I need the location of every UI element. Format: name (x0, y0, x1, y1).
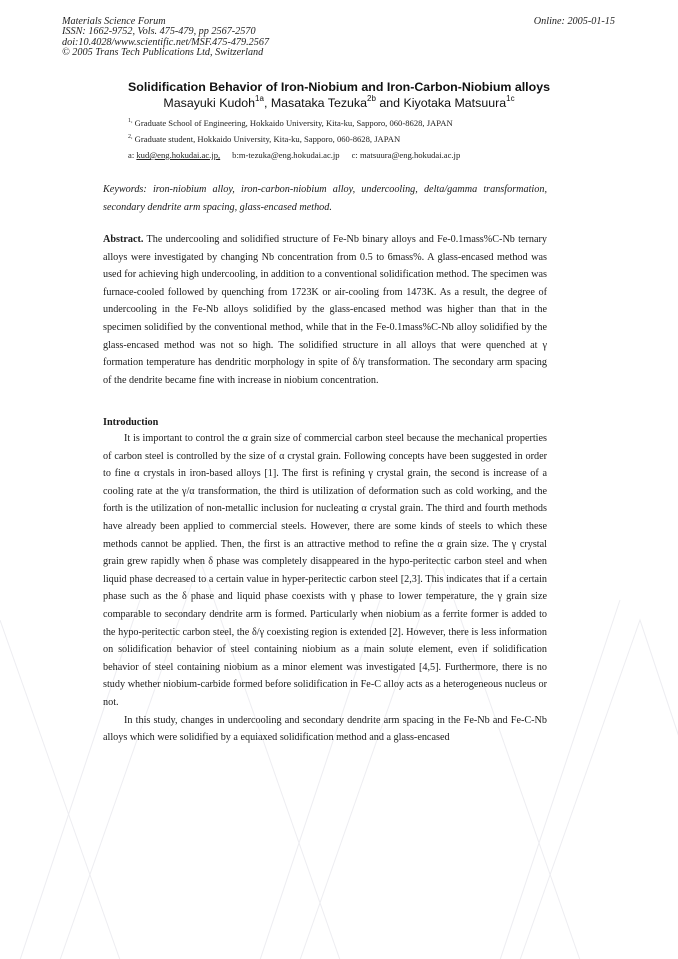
introduction-body (103, 430, 547, 747)
abstract-label: Abstract. (103, 234, 144, 245)
email-line (128, 150, 460, 160)
affiliation (128, 134, 400, 144)
author-name: Masataka Tezuka (270, 96, 368, 110)
email-link[interactable]: kud@eng.hokudai.ac.jp, (136, 150, 221, 160)
affiliation-text: Graduate School of Engineering, Hokkaido University, Kita-ku, Sapporo, 060-8628, JAPAN (134, 118, 453, 128)
paper-title: Solidification Behavior of Iron-Niobium and Iron-Carbon-Niobium alloys (128, 80, 550, 94)
keywords-label: Keywords: (103, 184, 147, 195)
affiliation-mark: 2, (128, 134, 133, 140)
author-affiliation-mark: 1c (506, 94, 515, 103)
keywords-text: iron-niobium alloy, iron-carbon-niobium alloy, undercooling, delta/gamma transformation, secondary dendrite arm spacing, glass-encased method. (103, 184, 548, 213)
affiliation-text: Graduate student, Hokkaido University, Kita-ku, Sapporo, 060-8628, JAPAN (134, 134, 401, 144)
affiliation (128, 118, 453, 128)
author-name: Masayuki Kudoh (163, 96, 256, 110)
author-separator: , (263, 96, 271, 110)
email-label: a: (128, 150, 135, 160)
abstract (103, 231, 547, 389)
copyright-line: © 2005 Trans Tech Publications Ltd, Switzerland (62, 46, 264, 58)
paragraph: In this study, changes in undercooling and secondary dendrite arm spacing in the Fe-Nb and Fe-C-Nb alloys which were solidified by a equiaxed solidification method and a glass-encased (103, 714, 547, 744)
author-affiliation-mark: 1a (255, 94, 264, 103)
author-name: Kiyotaka Matsuura (403, 96, 507, 110)
email-label: c: (351, 150, 358, 160)
doi-line[interactable]: doi:10.4028/www.scientific.net/MSF.475-479.2567 (62, 36, 270, 48)
journal-header (62, 17, 269, 58)
paragraph: It is important to control the α grain size of commercial carbon steel because the mechanical properties of carbon steel is controlled by the size of α crystal grain. Following concepts have been suggested in order to fine α crystals in iron-based alloys [1]. The first is refining γ crystal grain, the second is increase of a cooling rate at the γ/α transformation, the third is utilization of deformation such as cold working, and the forth is the utilization of non-metallic inclusion for nucleating α crystal grain. The third and fourth methods have already been applied to commercial steels. However, there are some kinds of steels to which these methods cannot be applied. Then, the first is an attractive method to refine the α grain size. The γ crystal grain grew rapidly when δ phase was completely disappeared in the hypo-peritectic carbon steel and when liquid phase decreased to a certain value in hyper-peritectic carbon steel [2,3]. This indicates that if a certain phase such as the δ phase and liquid phase coexists with γ phase to lower temperature, the γ grain size comparable to secondary dendrite arm is formed. Particularly when niobium as a ferrite former is added to the hypo-peritectic carbon steel, the δ/γ coexisting region is extended [2]. However, there is less information on solidification behavior of steel containing niobium as a main solute element, even if solidification behavior of steel containing niobium as a minor element was investigated [4,5]. Furthermore, there is no study whether niobium-carbide formed before solidification in Fe-C alloy acts as a heterogeneous nucleus or not. (103, 433, 547, 708)
email-text[interactable]: m-tezuka@eng.hokudai.ac.jp (238, 150, 340, 160)
journal-name: Materials Science Forum (62, 16, 166, 27)
abstract-text: The undercooling and solidified structure of Fe-Nb binary alloys and Fe-0.1mass%C-Nb ternary alloys were investigated by changing Nb concentration from 0.5 to 6mass%. A glass-encased method was used for achieving high undercooling, in addition to a conventional solidification method. The specimen was furnace-cooled followed by quenching from 1723K or air-cooling from 1473K. As a result, the degree of undercooling in the Fe-Nb alloys solidified by the glass-encased method was higher than that in the specimen solidified by the conventional method, while that in the Fe-0.1mass%C-Nb alloy solidified by the glass-encased method was not so high. The solidified structure in all alloys that were quenched at γ formation temperature has dendritic morphology in spite of δ/γ transformation. The secondary arm spacing of the dendrite became fine with increase in niobium concentration. (103, 234, 547, 386)
issn-line: ISSN: 1662-9752, Vols. 475-479, pp 2567-2570 (62, 26, 256, 38)
affiliation-mark: 1, (128, 118, 133, 124)
email-text[interactable]: matsuura@eng.hokudai.ac.jp (359, 150, 461, 160)
keywords (103, 181, 547, 216)
author-list (0, 96, 678, 110)
section-heading: Introduction (103, 417, 159, 428)
author-affiliation-mark: 2b (367, 94, 376, 103)
online-date: Online: 2005-01-15 (533, 16, 615, 27)
email-label: b: (232, 150, 239, 160)
author-separator: and (375, 96, 404, 110)
